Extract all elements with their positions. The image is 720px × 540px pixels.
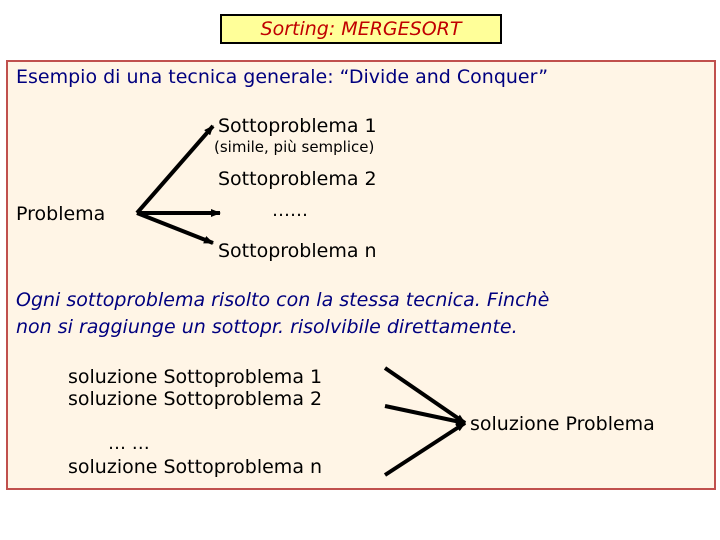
solution-1-label: soluzione Sottoproblema 1 (68, 366, 323, 388)
arrow-to-subproblem-n (137, 213, 213, 243)
problem-label: Problema (16, 203, 106, 225)
explanation-line-1: Ogni sottoproblema risolto con la stessa tecnica. Finchè (16, 289, 550, 311)
solution-dots: … … (108, 433, 150, 454)
problem-solution-label: soluzione Problema (470, 413, 655, 435)
slide-title: Sorting: MERGESORT (220, 14, 502, 44)
subproblem-dots: …… (272, 200, 308, 221)
solution-2-label: soluzione Sottoproblema 2 (68, 388, 323, 410)
explanation-line-2: non si raggiunge un sottopr. risolvibile direttamente. (16, 316, 518, 338)
subproblem-n-label: Sottoproblema n (218, 240, 377, 262)
arrow-to-subproblem-1 (137, 126, 213, 213)
solution-n-label: soluzione Sottoproblema n (68, 456, 323, 478)
heading-text: Esempio di una tecnica generale: “Divide and Conquer” (16, 66, 549, 88)
subproblem-2-label: Sottoproblema 2 (218, 168, 377, 190)
arrow-from-solution-n (385, 423, 465, 475)
subproblem-1-label: Sottoproblema 1 (218, 115, 377, 137)
subproblem-1-note: (simile, più semplice) (214, 138, 375, 156)
